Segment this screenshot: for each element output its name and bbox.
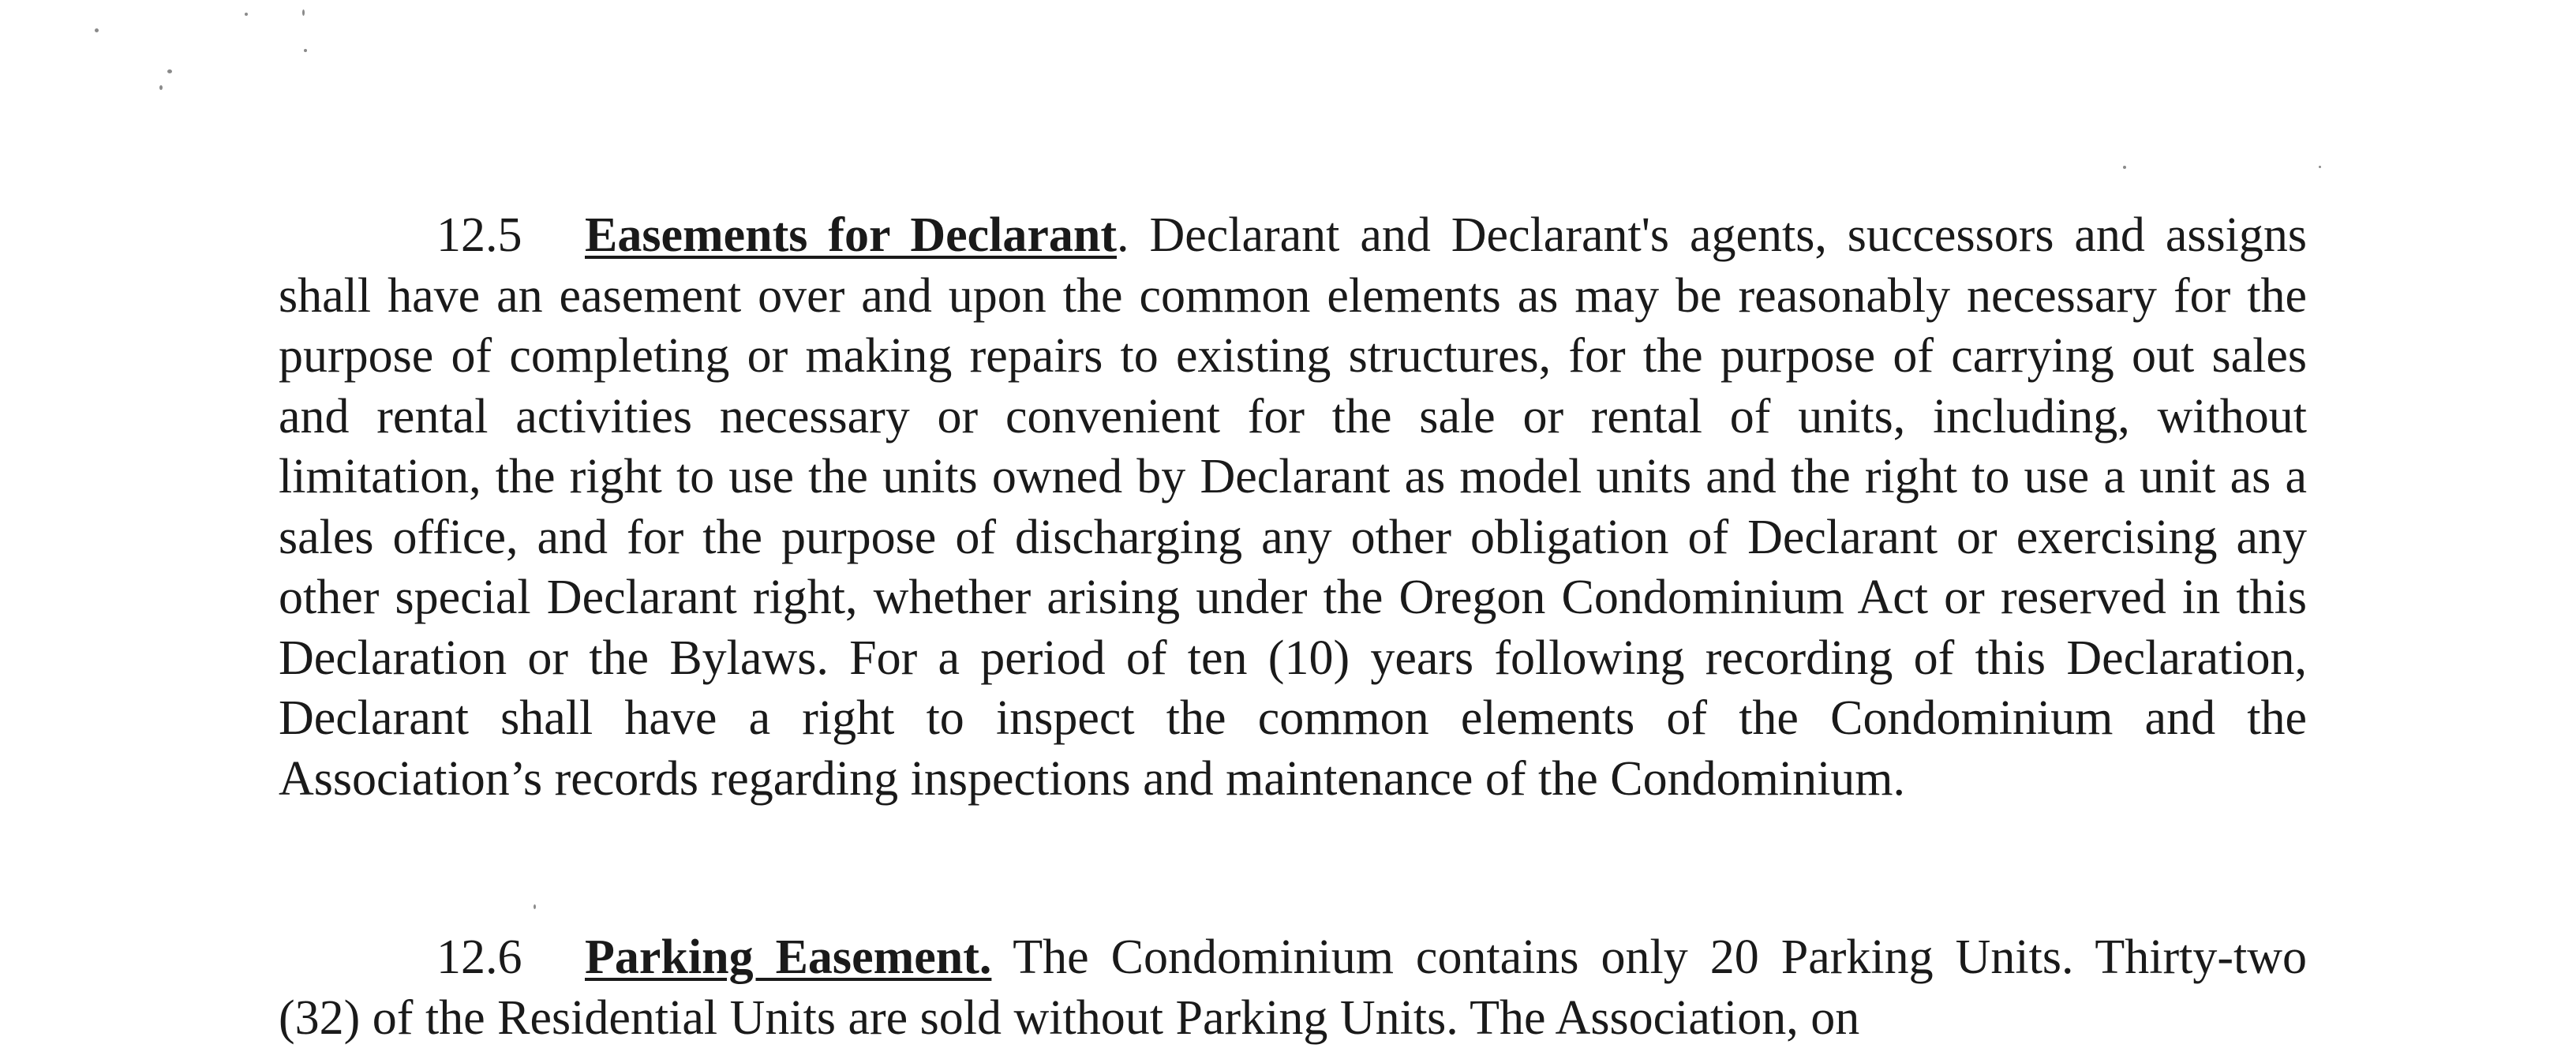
scan-speck xyxy=(304,49,307,52)
scan-speck xyxy=(245,13,248,16)
scan-speck xyxy=(167,69,172,73)
scan-speck xyxy=(2319,166,2321,168)
section-body: The Condominium contains only 20 Parking Units. Thirty-two (32) of the Residential Units are sold without Parking Units. The Association, on xyxy=(279,930,2308,1045)
section-heading: Parking Easement. xyxy=(585,930,992,984)
scan-speck xyxy=(159,85,163,90)
scan-speck xyxy=(534,904,536,909)
section-12-5 xyxy=(279,205,2307,809)
section-number: 12.5 xyxy=(436,208,522,262)
section-12-6 xyxy=(279,927,2307,1048)
scan-speck xyxy=(302,9,305,16)
scan-speck xyxy=(95,28,99,32)
scan-speck xyxy=(2123,166,2126,169)
section-paragraph xyxy=(279,927,2307,1048)
section-body: Declarant and Declarant's agents, successors and assigns shall have an easement over and upon the common elements as may be reasonably necessary for the purpose of completing or making repairs to existing structures, for the purpose of carrying out sales and rental activities necessary or convenient for the sale or rental of units, including, without limitation, the right to use the units owned by Declarant as model units and the right to use a unit as a sales office, and for the purpose of discharging any other obligation of Declarant or exercising any other special Declarant right, whether arising under the Oregon Condominium Act or reserved in this Declaration or the Bylaws. For a period of ten (10) years following recording of this Declaration, Declarant shall have a right to inspect the common elements of the Condominium and the Association’s records regarding inspections and maintenance of the Condominium. xyxy=(279,208,2307,806)
section-heading: Easements for Declarant xyxy=(585,208,1118,262)
section-heading-suffix: . xyxy=(1117,208,1129,262)
section-number: 12.6 xyxy=(436,930,522,984)
section-paragraph xyxy=(279,205,2307,809)
